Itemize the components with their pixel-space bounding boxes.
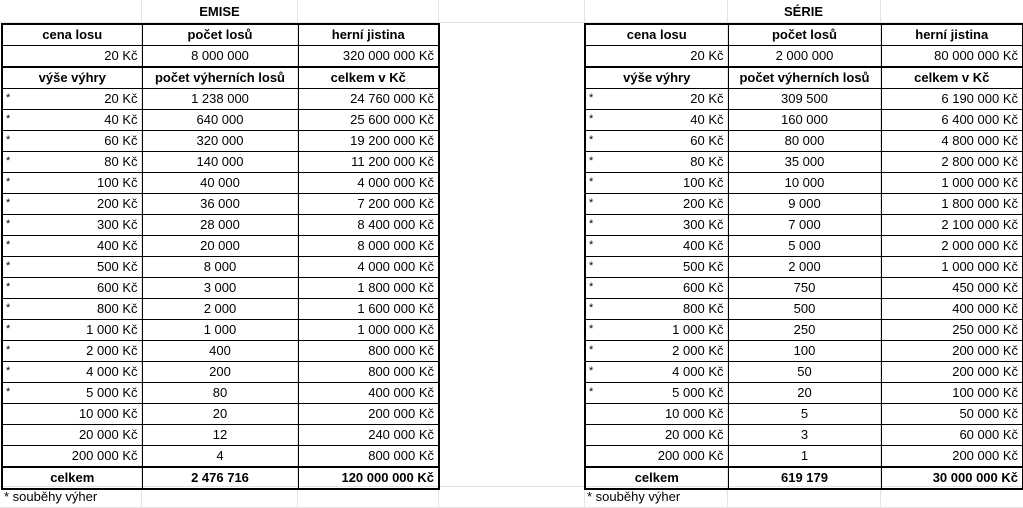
table-row	[585, 299, 1023, 320]
concurrent-win-marker: *	[2, 257, 19, 278]
prize-amount: 20 Kč	[602, 89, 728, 110]
prize-amount: 4 000 Kč	[602, 362, 728, 383]
summary-row	[2, 46, 439, 68]
prize-total: 240 000 Kč	[298, 425, 439, 446]
prize-amount: 200 000 Kč	[19, 446, 142, 468]
concurrent-win-marker	[585, 404, 602, 425]
header-cell-jackpot: herní jistina	[881, 24, 1023, 46]
prize-total: 1 000 000 Kč	[298, 320, 439, 341]
winning-tickets-count: 12	[142, 425, 298, 446]
total-sum: 30 000 000 Kč	[881, 467, 1023, 489]
prize-total: 4 000 000 Kč	[298, 257, 439, 278]
concurrent-win-marker	[2, 425, 19, 446]
table-row	[585, 404, 1023, 425]
concurrent-win-marker: *	[2, 299, 19, 320]
prize-amount: 400 Kč	[602, 236, 728, 257]
winning-tickets-count: 1 238 000	[142, 89, 298, 110]
total-sum: 120 000 000 Kč	[298, 467, 439, 489]
prize-total: 450 000 Kč	[881, 278, 1023, 299]
prize-total: 200 000 Kč	[881, 362, 1023, 383]
total-row	[2, 467, 439, 489]
concurrent-win-marker	[585, 425, 602, 446]
table-row	[2, 257, 439, 278]
winning-tickets-count: 80	[142, 383, 298, 404]
table-row	[585, 131, 1023, 152]
prize-amount: 600 Kč	[19, 278, 142, 299]
concurrent-win-marker: *	[2, 215, 19, 236]
prize-total: 200 000 Kč	[881, 341, 1023, 362]
emise-table-body	[2, 24, 439, 489]
concurrent-win-marker: *	[585, 278, 602, 299]
summary-jackpot: 80 000 000 Kč	[881, 46, 1023, 68]
subheader-row	[2, 67, 439, 89]
prize-total: 19 200 000 Kč	[298, 131, 439, 152]
prize-total: 8 000 000 Kč	[298, 236, 439, 257]
prize-total: 800 000 Kč	[298, 362, 439, 383]
table-row	[2, 383, 439, 404]
prize-total: 24 760 000 Kč	[298, 89, 439, 110]
concurrent-win-marker: *	[585, 131, 602, 152]
concurrent-win-marker: *	[585, 383, 602, 404]
subheader-amount: výše výhry	[585, 67, 728, 89]
serie-footnote: * souběhy výher	[587, 489, 681, 504]
winning-tickets-count: 400	[142, 341, 298, 362]
prize-amount: 300 Kč	[19, 215, 142, 236]
winning-tickets-count: 2 000	[142, 299, 298, 320]
prize-amount: 1 000 Kč	[602, 320, 728, 341]
prize-amount: 40 Kč	[602, 110, 728, 131]
subheader-amount: výše výhry	[2, 67, 142, 89]
winning-tickets-count: 309 500	[728, 89, 881, 110]
concurrent-win-marker: *	[585, 173, 602, 194]
prize-total: 800 000 Kč	[298, 446, 439, 468]
winning-tickets-count: 1	[728, 446, 881, 468]
winning-tickets-count: 1 000	[142, 320, 298, 341]
winning-tickets-count: 100	[728, 341, 881, 362]
concurrent-win-marker: *	[2, 278, 19, 299]
concurrent-win-marker: *	[2, 194, 19, 215]
table-row	[2, 194, 439, 215]
winning-tickets-count: 2 000	[728, 257, 881, 278]
prize-total: 4 800 000 Kč	[881, 131, 1023, 152]
header-cell-price: cena losu	[585, 24, 728, 46]
emise-table	[1, 23, 440, 490]
winning-tickets-count: 9 000	[728, 194, 881, 215]
concurrent-win-marker: *	[585, 236, 602, 257]
prize-total: 200 000 Kč	[298, 404, 439, 425]
winning-tickets-count: 80 000	[728, 131, 881, 152]
total-label: celkem	[2, 467, 142, 489]
prize-amount: 200 000 Kč	[602, 446, 728, 468]
prize-total: 60 000 Kč	[881, 425, 1023, 446]
summary-row	[585, 46, 1023, 68]
summary-jackpot: 320 000 000 Kč	[298, 46, 439, 68]
table-row	[2, 320, 439, 341]
total-count: 619 179	[728, 467, 881, 489]
winning-tickets-count: 4	[142, 446, 298, 468]
winning-tickets-count: 20	[728, 383, 881, 404]
concurrent-win-marker: *	[2, 236, 19, 257]
header-cell-price: cena losu	[2, 24, 142, 46]
prize-amount: 1 000 Kč	[19, 320, 142, 341]
serie-table-body	[585, 24, 1023, 489]
winning-tickets-count: 10 000	[728, 173, 881, 194]
prize-total: 11 200 000 Kč	[298, 152, 439, 173]
prize-amount: 500 Kč	[602, 257, 728, 278]
concurrent-win-marker	[2, 446, 19, 468]
prize-total: 2 000 000 Kč	[881, 236, 1023, 257]
concurrent-win-marker: *	[2, 152, 19, 173]
table-row	[585, 89, 1023, 110]
prize-total: 1 600 000 Kč	[298, 299, 439, 320]
summary-price: 20 Kč	[585, 46, 728, 68]
concurrent-win-marker: *	[2, 320, 19, 341]
table-row	[585, 257, 1023, 278]
header-row	[585, 24, 1023, 46]
emise-footnote: * souběhy výher	[4, 489, 98, 504]
winning-tickets-count: 5 000	[728, 236, 881, 257]
winning-tickets-count: 7 000	[728, 215, 881, 236]
table-row	[585, 446, 1023, 468]
prize-amount: 400 Kč	[19, 236, 142, 257]
table-row	[2, 446, 439, 468]
winning-tickets-count: 500	[728, 299, 881, 320]
table-row	[2, 236, 439, 257]
emise-title: EMISE	[199, 4, 240, 19]
winning-tickets-count: 320 000	[142, 131, 298, 152]
summary-price: 20 Kč	[2, 46, 142, 68]
table-row	[585, 362, 1023, 383]
prize-amount: 5 000 Kč	[602, 383, 728, 404]
summary-count: 2 000 000	[728, 46, 881, 68]
prize-amount: 2 000 Kč	[19, 341, 142, 362]
subheader-total: celkem v Kč	[298, 67, 439, 89]
winning-tickets-count: 640 000	[142, 110, 298, 131]
table-row	[2, 152, 439, 173]
subheader-total: celkem v Kč	[881, 67, 1023, 89]
concurrent-win-marker: *	[2, 110, 19, 131]
prize-amount: 20 000 Kč	[602, 425, 728, 446]
concurrent-win-marker: *	[2, 131, 19, 152]
prize-amount: 100 Kč	[19, 173, 142, 194]
header-row	[2, 24, 439, 46]
table-row	[585, 152, 1023, 173]
subheader-row	[585, 67, 1023, 89]
prize-total: 1 000 000 Kč	[881, 257, 1023, 278]
winning-tickets-count: 160 000	[728, 110, 881, 131]
total-count: 2 476 716	[142, 467, 298, 489]
concurrent-win-marker	[585, 446, 602, 468]
prize-total: 800 000 Kč	[298, 341, 439, 362]
total-row	[585, 467, 1023, 489]
table-row	[585, 383, 1023, 404]
winning-tickets-count: 28 000	[142, 215, 298, 236]
concurrent-win-marker: *	[585, 362, 602, 383]
prize-total: 1 000 000 Kč	[881, 173, 1023, 194]
table-row	[2, 362, 439, 383]
header-cell-jackpot: herní jistina	[298, 24, 439, 46]
prize-total: 2 100 000 Kč	[881, 215, 1023, 236]
table-row	[585, 215, 1023, 236]
concurrent-win-marker: *	[2, 173, 19, 194]
serie-table	[584, 23, 1023, 490]
table-row	[585, 194, 1023, 215]
concurrent-win-marker: *	[585, 257, 602, 278]
prize-total: 25 600 000 Kč	[298, 110, 439, 131]
table-row	[585, 320, 1023, 341]
concurrent-win-marker: *	[585, 299, 602, 320]
prize-amount: 800 Kč	[19, 299, 142, 320]
prize-total: 200 000 Kč	[881, 446, 1023, 468]
prize-total: 100 000 Kč	[881, 383, 1023, 404]
summary-count: 8 000 000	[142, 46, 298, 68]
table-row	[2, 131, 439, 152]
winning-tickets-count: 50	[728, 362, 881, 383]
total-label: celkem	[585, 467, 728, 489]
winning-tickets-count: 40 000	[142, 173, 298, 194]
winning-tickets-count: 140 000	[142, 152, 298, 173]
prize-total: 50 000 Kč	[881, 404, 1023, 425]
prize-amount: 10 000 Kč	[602, 404, 728, 425]
concurrent-win-marker: *	[585, 89, 602, 110]
table-row	[2, 215, 439, 236]
prize-total: 400 000 Kč	[298, 383, 439, 404]
concurrent-win-marker: *	[2, 362, 19, 383]
winning-tickets-count: 8 000	[142, 257, 298, 278]
prize-total: 6 190 000 Kč	[881, 89, 1023, 110]
prize-amount: 600 Kč	[602, 278, 728, 299]
winning-tickets-count: 250	[728, 320, 881, 341]
concurrent-win-marker: *	[2, 89, 19, 110]
table-row	[585, 278, 1023, 299]
prize-amount: 60 Kč	[19, 131, 142, 152]
prize-amount: 4 000 Kč	[19, 362, 142, 383]
prize-total: 6 400 000 Kč	[881, 110, 1023, 131]
prize-total: 1 800 000 Kč	[881, 194, 1023, 215]
winning-tickets-count: 20 000	[142, 236, 298, 257]
prize-amount: 20 000 Kč	[19, 425, 142, 446]
concurrent-win-marker: *	[585, 194, 602, 215]
winning-tickets-count: 20	[142, 404, 298, 425]
prize-total: 4 000 000 Kč	[298, 173, 439, 194]
prize-amount: 80 Kč	[602, 152, 728, 173]
prize-total: 1 800 000 Kč	[298, 278, 439, 299]
table-row	[585, 425, 1023, 446]
prize-amount: 300 Kč	[602, 215, 728, 236]
prize-amount: 10 000 Kč	[19, 404, 142, 425]
prize-amount: 40 Kč	[19, 110, 142, 131]
prize-amount: 800 Kč	[602, 299, 728, 320]
prize-amount: 100 Kč	[602, 173, 728, 194]
table-row	[2, 110, 439, 131]
prize-amount: 20 Kč	[19, 89, 142, 110]
concurrent-win-marker: *	[2, 383, 19, 404]
table-row	[585, 173, 1023, 194]
prize-amount: 200 Kč	[19, 194, 142, 215]
winning-tickets-count: 3	[728, 425, 881, 446]
concurrent-win-marker: *	[2, 341, 19, 362]
concurrent-win-marker: *	[585, 341, 602, 362]
table-row	[2, 173, 439, 194]
winning-tickets-count: 200	[142, 362, 298, 383]
concurrent-win-marker: *	[585, 110, 602, 131]
winning-tickets-count: 36 000	[142, 194, 298, 215]
concurrent-win-marker: *	[585, 215, 602, 236]
header-cell-count: počet losů	[142, 24, 298, 46]
concurrent-win-marker	[2, 404, 19, 425]
prize-amount: 500 Kč	[19, 257, 142, 278]
table-row	[2, 299, 439, 320]
table-row	[585, 341, 1023, 362]
concurrent-win-marker: *	[585, 152, 602, 173]
prize-amount: 80 Kč	[19, 152, 142, 173]
concurrent-win-marker: *	[585, 320, 602, 341]
table-row	[585, 110, 1023, 131]
table-row	[2, 404, 439, 425]
prize-amount: 2 000 Kč	[602, 341, 728, 362]
prize-total: 400 000 Kč	[881, 299, 1023, 320]
header-cell-count: počet losů	[728, 24, 881, 46]
subheader-count: počet výherních losů	[728, 67, 881, 89]
winning-tickets-count: 35 000	[728, 152, 881, 173]
serie-title: SÉRIE	[783, 4, 823, 19]
winning-tickets-count: 750	[728, 278, 881, 299]
prize-total: 2 800 000 Kč	[881, 152, 1023, 173]
prize-amount: 60 Kč	[602, 131, 728, 152]
winning-tickets-count: 5	[728, 404, 881, 425]
prize-total: 7 200 000 Kč	[298, 194, 439, 215]
winning-tickets-count: 3 000	[142, 278, 298, 299]
table-row	[2, 341, 439, 362]
subheader-count: počet výherních losů	[142, 67, 298, 89]
table-row	[2, 425, 439, 446]
prize-total: 8 400 000 Kč	[298, 215, 439, 236]
table-row	[2, 278, 439, 299]
prize-amount: 5 000 Kč	[19, 383, 142, 404]
table-row	[2, 89, 439, 110]
table-row	[585, 236, 1023, 257]
prize-amount: 200 Kč	[602, 194, 728, 215]
prize-total: 250 000 Kč	[881, 320, 1023, 341]
